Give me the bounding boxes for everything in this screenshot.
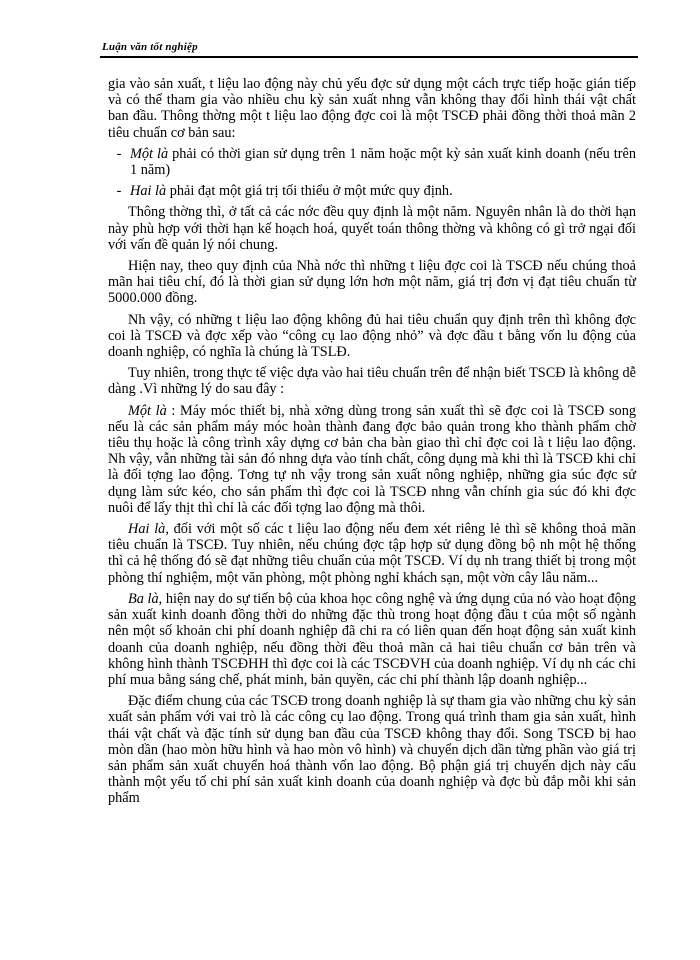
list-item-text [130, 146, 636, 178]
list-item-body: phải có thời gian sử dụng trên 1 năm hoặc một kỳ sản xuất kinh doanh (nếu trên 1 năm) [130, 145, 636, 179]
page-header [100, 40, 638, 58]
paragraph-lead: Một là [128, 402, 167, 419]
paragraph-body: , đối với một số các t liệu lao động nếu đem xét riêng lẻ thì sẽ không thoả mãn tiêu chuẩn là TSCĐ. Tuy nhiên, nếu chúng đợc tập hợp sử dụng đồng bộ nh một hệ thống thì cả hệ thống đó sẽ đạt những tiêu chuẩn của một TSCĐ. Ví dụ nh trang thiết bị trong một phòng thí nghiệm, một văn phòng, một phòng nghỉ khách sạn, một vờn cây lâu năm... [108, 521, 636, 586]
paragraph-body: , hiện nay do sự tiến bộ của khoa học công nghệ và ứng dụng của nó vào hoạt động sản xuất kinh doanh đồng thời do những đặc thù trong hoạt động đầu t của một số ngành nên một số khoản chi phí doanh nghiệp đã chi ra có liên quan đến hoạt động sản xuất kinh doanh của doanh nghiệp, nếu đồng thời đều thoả mãn cả hai tiêu chuẩn cơ bản trên và không hình thành TSCĐHH thì đợc coi là các TSCĐVH của doanh nghiệp. Ví dụ nh các chi phí mua bằng sáng chế, phát minh, bản quyền, các chi phí thành lập doanh nghiệp... [108, 590, 637, 688]
document-body [108, 76, 636, 812]
bullet-dash: - [116, 183, 122, 200]
list-item [108, 183, 636, 199]
paragraph-body: : Máy móc thiết bị, nhà xởng dùng trong sản xuất thì sẽ đợc coi là TSCĐ song nếu là các sản phẩm máy móc hoàn thành đang đợc bảo quản trong kho thành phẩm chờ tiêu thụ hoặc là công trình xây dựng cơ bản cha bàn giao thì chỉ đợc coi là t liệu lao động. Nh vậy, vẫn những tài sản đó nhng dựa vào tính chất, công dụng mà khi thì là TSCĐ khi chỉ là đối tợng lao động. Tơng tự nh vậy trong sản xuất nông nghiệp, những gia súc đợc sử dụng làm sức kéo, cho sản phẩm thì đợc coi là TSCĐ nhng vẫn chính gia súc đó khi đợc nuôi để lấy thịt thì chỉ là các đối tợng lao động mà thôi. [108, 402, 636, 516]
paragraph: Nh vậy, có những t liệu lao động không đủ hai tiêu chuẩn quy định trên thì không đợc coi là TSCĐ và đợc xếp vào “công cụ lao động nhỏ” và đợc đầu t bằng vốn lu động của doanh nghiệp, có nghĩa là chúng là TSLĐ. [108, 311, 636, 361]
paragraph [108, 521, 636, 586]
paragraph [108, 591, 636, 688]
paragraph: Hiện nay, theo quy định của Nhà nớc thì những t liệu đợc coi là TSCĐ nếu chúng thoả mãn hai tiêu chí, đó là thời gian sử dụng lớn hơn một năm, giá trị đơn vị đạt tiêu chuẩn từ 5000.000 đồng. [108, 258, 636, 307]
paragraph-lead: Ba là [128, 590, 159, 607]
bullet-dash: - [116, 145, 122, 162]
paragraph [108, 403, 636, 516]
paragraph: gia vào sản xuất, t liệu lao động này chủ yếu đợc sử dụng một cách trực tiếp hoặc gián tiếp và có thể tham gia vào nhiều chu kỳ sản xuất nhng vẫn không thay đổi hình thái vật chất ban đầu. Thông thờng một t liệu lao động đợc coi là một TSCĐ phải đồng thời thoả mãn 2 tiêu chuẩn cơ bản sau: [108, 76, 636, 141]
paragraph-lead: Hai là [128, 521, 166, 538]
paragraph: Thông thờng thì, ở tất cả các nớc đều quy định là một năm. Nguyên nhân là do thời hạn này phù hợp với thời hạn kế hoạch hoá, quyết toán thông thờng và không có gì trở ngại đối với vấn đề quản lý nói chung. [108, 204, 636, 253]
paragraph: Đặc điểm chung của các TSCĐ trong doanh nghiệp là sự tham gia vào những chu kỳ sản xuất sản phẩm với vai trò là các công cụ lao động. Trong quá trình tham gia sản xuất, hình thái vật chất và đặc tính sử dụng ban đầu của TSCĐ không thay đổi. Song TSCĐ bị hao mòn dần (hao mòn hữu hình và hao mòn vô hình) và chuyển dịch dần từng phần vào giá trị sản phẩm sản xuất chuyển hoá thành vốn lao động. Bộ phận giá trị chuyển dịch này cấu thành một yếu tố chi phí sản xuất kinh doanh của doanh nghiệp và đợc bù đắp mỗi khi sản phẩm [108, 693, 636, 807]
header-title: Luận văn tốt nghiệp [102, 41, 198, 53]
list-item-text [130, 183, 636, 199]
list-item-lead: Hai là [130, 183, 167, 200]
list-item [108, 146, 636, 178]
paragraph: Tuy nhiên, trong thực tế việc dựa vào hai tiêu chuẩn trên để nhận biết TSCĐ là không dễ dàng .Vì những lý do sau đây : [108, 365, 636, 398]
list-item-lead: Một là [130, 145, 169, 162]
list-item-body: phải đạt một giá trị tối thiểu ở một mức quy định. [166, 183, 453, 200]
